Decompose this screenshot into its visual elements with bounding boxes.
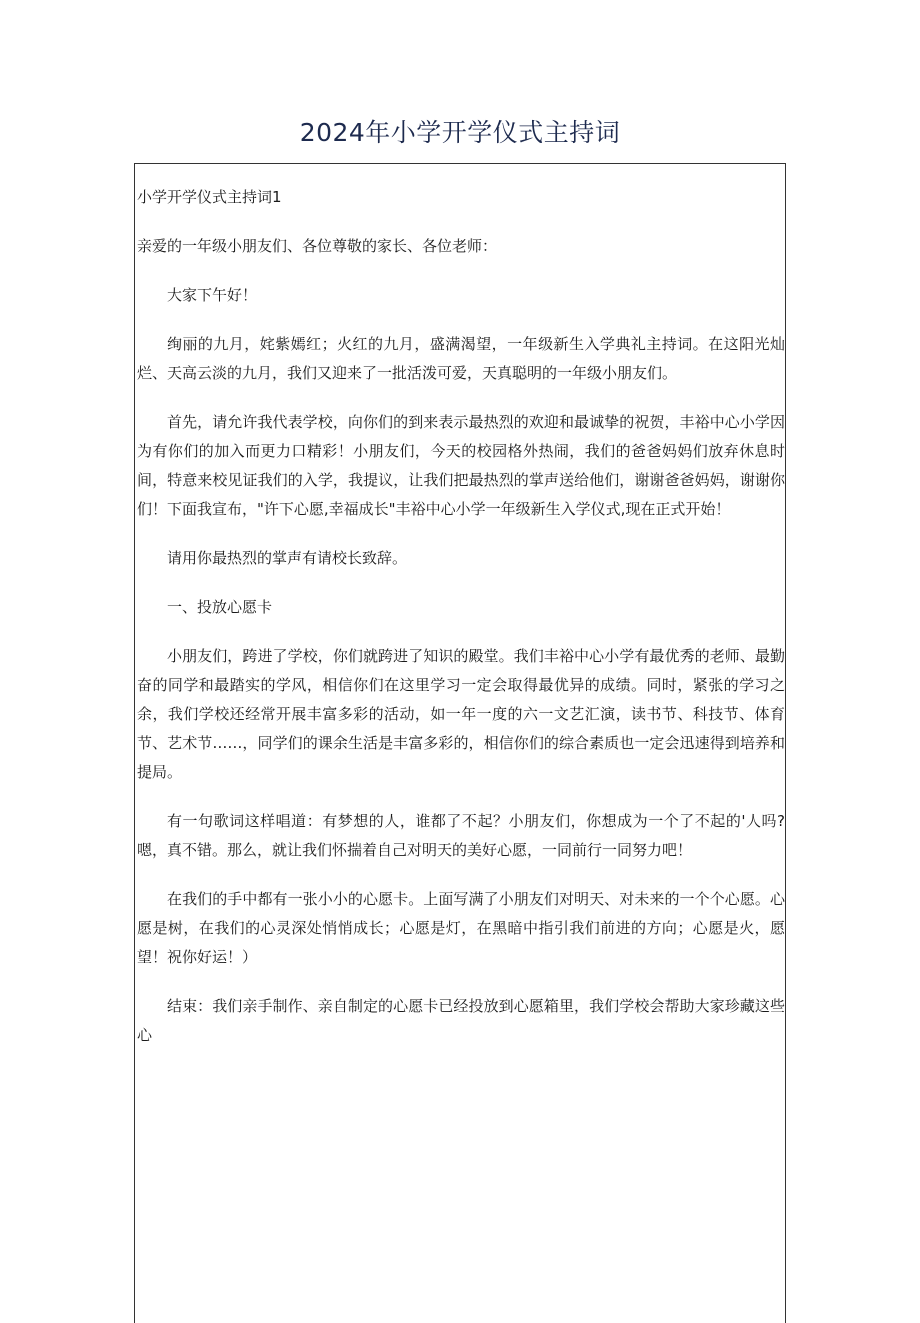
body-paragraph: 绚丽的九月，姹紫嫣红；火红的九月，盛满渴望，一年级新生入学典礼主持词。在这阳光灿烂、天高云淡的九月，我们又迎来了一批活泼可爱，天真聪明的一年级小朋友们。 <box>137 335 785 382</box>
body-paragraph: 请用你最热烈的掌声有请校长致辞。 <box>167 549 408 567</box>
body-paragraph: 有一句歌词这样唱道：有梦想的人，谁都了不起？小朋友们，你想成为一个了不起的'人吗?嗯，真不错。那么，就让我们怀揣着自己对明天的美好心愿，一同前行一同努力吧！ <box>137 812 785 859</box>
body-paragraph: 在我们的手中都有一张小小的心愿卡。上面写满了小朋友们对明天、对未来的一个个心愿。心愿是树，在我们的心灵深处悄悄成长；心愿是灯，在黑暗中指引我们前进的方向；心愿是火，愿望！祝你好运！） <box>137 890 785 966</box>
document-title: 2024年小学开学仪式主持词 <box>299 118 621 147</box>
document-body <box>137 183 785 1070</box>
salutation-paragraph: 亲爱的一年级小朋友们、各位尊敬的家长、各位老师： <box>137 237 498 255</box>
body-paragraph: 小朋友们，跨进了学校，你们就跨进了知识的殿堂。我们丰裕中心小学有最优秀的老师、最勤奋的同学和最踏实的学风，相信你们在这里学习一定会取得最优异的成绩。同时，紧张的学习之余，我们学校还经常开展丰富多彩的活动，如一年一度的六一文艺汇演，读书节、科技节、体育节、艺术节……，同学们的课余生活是丰富多彩的，相信你们的综合素质也一定会迅速得到培养和提局。 <box>137 647 785 781</box>
body-paragraph: 结束：我们亲手制作、亲自制定的心愿卡已经投放到心愿箱里，我们学校会帮助大家珍藏这些心 <box>137 997 785 1044</box>
body-paragraph: 首先，请允许我代表学校，向你们的到来表示最热烈的欢迎和最诚挚的祝贺，丰裕中心小学因为有你们的加入而更力口精彩！小朋友们，今天的校园格外热闹，我们的爸爸妈妈们放弃休息时间，特意来校见证我们的入学，我提议，让我们把最热烈的掌声送给他们，谢谢爸爸妈妈，谢谢你们！下面我宣布，"许下心愿,幸福成长"丰裕中心小学一年级新生入学仪式,现在正式开始！ <box>137 413 785 518</box>
subsection-heading: 一、投放心愿卡 <box>167 598 273 616</box>
section-heading: 小学开学仪式主持词1 <box>137 188 282 206</box>
greeting-paragraph: 大家下午好！ <box>167 286 258 304</box>
